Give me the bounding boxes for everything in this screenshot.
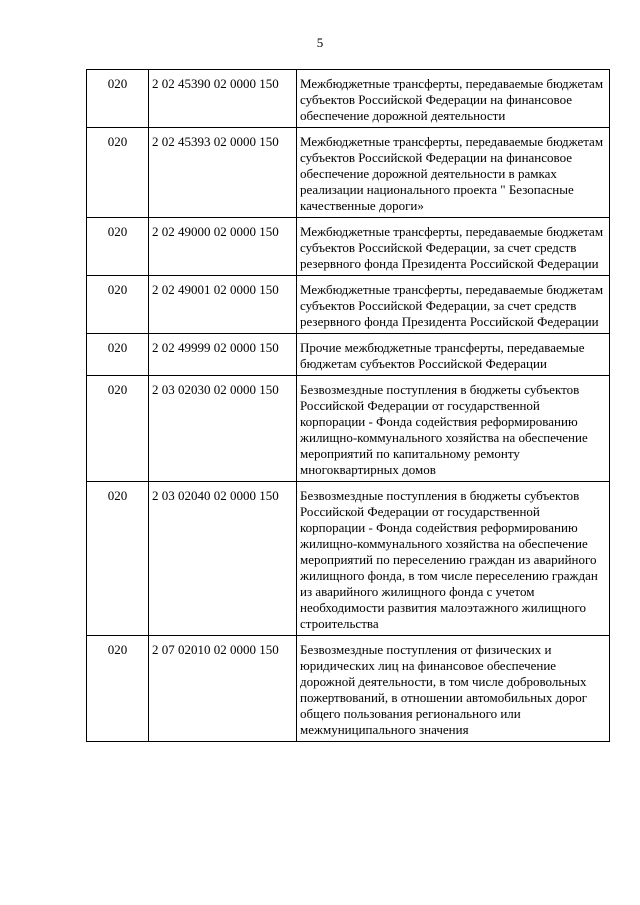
table-row [87,70,610,128]
revenue-name-cell: Межбюджетные трансферты, передаваемые бюджетам субъектов Российской Федерации, за счет средств резервного фонда Президента Российской Федерации [297,276,610,334]
table-row [87,636,610,742]
admin-code-cell: 020 [87,334,149,376]
table-row [87,334,610,376]
budget-code-cell: 2 02 45390 02 0000 150 [149,70,297,128]
table-row [87,376,610,482]
admin-code-cell: 020 [87,276,149,334]
budget-code-cell: 2 02 49000 02 0000 150 [149,218,297,276]
budget-code-cell: 2 02 49999 02 0000 150 [149,334,297,376]
admin-code-cell: 020 [87,482,149,636]
revenue-name-cell: Безвозмездные поступления в бюджеты субъектов Российской Федерации от государственной корпорации - Фонда содействия реформированию жилищно-коммунального хозяйства на обеспечение мероприятий по капитальному ремонту многоквартирных домов [297,376,610,482]
revenue-name-cell: Безвозмездные поступления в бюджеты субъектов Российской Федерации от государственной корпорации - Фонда содействия реформированию жилищно-коммунального хозяйства на обеспечение мероприятий по переселению граждан из аварийного жилищного фонда, в том числе переселению граждан из аварийного жилищного фонда с учетом необходимости развития малоэтажного жилищного строительства [297,482,610,636]
budget-code-cell: 2 02 49001 02 0000 150 [149,276,297,334]
table-row [87,128,610,218]
admin-code-cell: 020 [87,218,149,276]
revenue-name-cell: Межбюджетные трансферты, передаваемые бюджетам субъектов Российской Федерации, за счет средств резервного фонда Президента Российской Федерации [297,218,610,276]
budget-code-cell: 2 03 02040 02 0000 150 [149,482,297,636]
admin-code-cell: 020 [87,128,149,218]
revenue-name-cell: Безвозмездные поступления от физических и юридических лиц на финансовое обеспечение дорожной деятельности, в том числе добровольных пожертвований, в отношении автомобильных дорог общего пользования регионального или межмуниципального значения [297,636,610,742]
budget-code-cell: 2 03 02030 02 0000 150 [149,376,297,482]
admin-code-cell: 020 [87,376,149,482]
budget-table [86,69,610,742]
revenue-name-cell: Прочие межбюджетные трансферты, передаваемые бюджетам субъектов Российской Федерации [297,334,610,376]
table-row [87,218,610,276]
table-row [87,482,610,636]
admin-code-cell: 020 [87,70,149,128]
revenue-name-cell: Межбюджетные трансферты, передаваемые бюджетам субъектов Российской Федерации на финансовое обеспечение дорожной деятельности в рамках реализации национального проекта " Безопасные качественные дороги» [297,128,610,218]
page-number: 5 [316,35,324,50]
budget-code-cell: 2 02 45393 02 0000 150 [149,128,297,218]
revenue-name-cell: Межбюджетные трансферты, передаваемые бюджетам субъектов Российской Федерации на финансовое обеспечение дорожной деятельности [297,70,610,128]
budget-code-cell: 2 07 02010 02 0000 150 [149,636,297,742]
table-row [87,276,610,334]
admin-code-cell: 020 [87,636,149,742]
